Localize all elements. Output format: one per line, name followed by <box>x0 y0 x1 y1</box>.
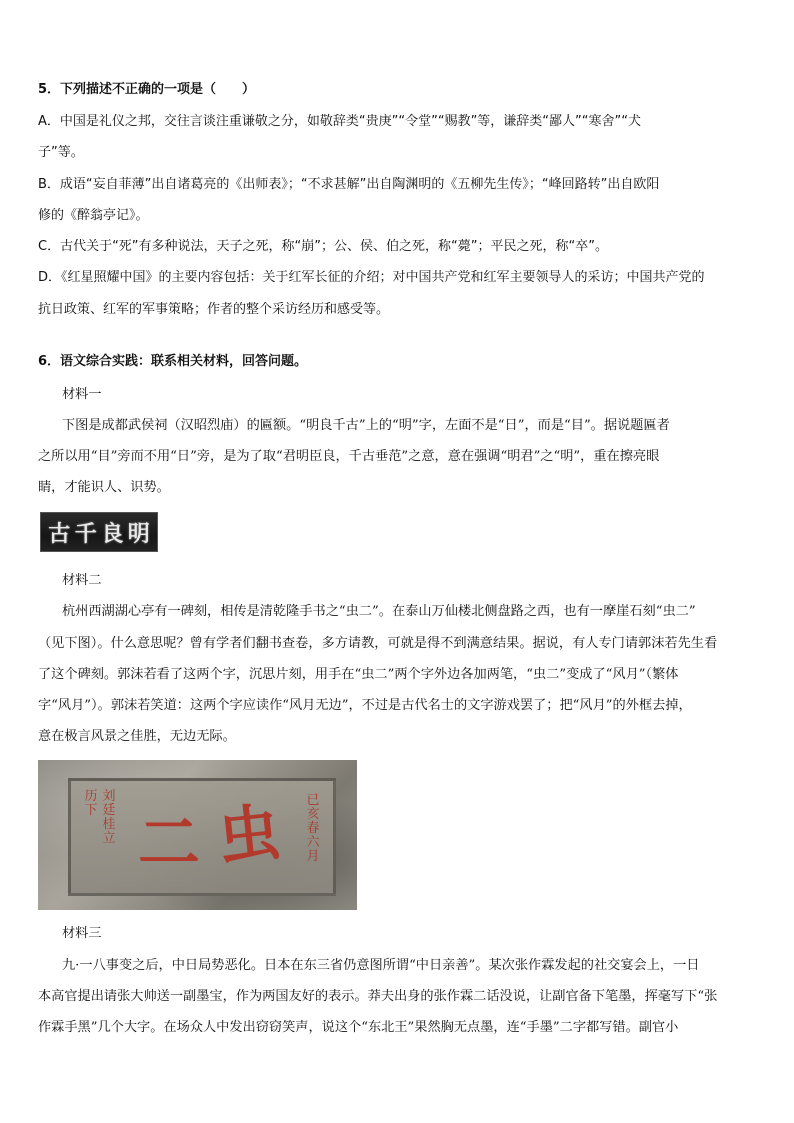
material-2-line-1: 杭州西湖湖心亭有一碑刻，相传是清乾隆手书之“虫二”。在泰山万仙楼北侧盘路之西，也有一摩崖石刻“虫二” <box>62 604 696 619</box>
material-1-line-3: 睛，才能识人、识势。 <box>38 480 170 495</box>
carving-right-column: 已亥春六月 <box>306 793 320 864</box>
material-2-line-5: 意在极言风景之佳胜，无边无际。 <box>38 729 236 744</box>
material-3-line-2: 本高官提出请张大帅送一副墨宝，作为两国友好的表示。莽夫出身的张作霖二话没说，让副官备下笔墨，挥毫写下“张 <box>38 989 718 1004</box>
carving-left-column-2: 刘廷桂立 <box>102 789 116 846</box>
q5-option-d-line-2: 抗日政策、红军的军事策略；作者的整个采访经历和感受等。 <box>38 302 390 317</box>
q5-option-c-line-1: C．古代关于“死”有多种说法，天子之死，称“崩”；公、侯、伯之死，称“薨”；平民之死，称“卒”。 <box>38 239 608 254</box>
material-2-line-3: 了这个碑刻。郭沫若看了这两个字，沉思片刻，用手在“虫二”两个字外边各加两笔，“虫二”变成了“风月”（繁体 <box>38 667 679 682</box>
mingliang-qiangu-plaque-image <box>40 512 158 552</box>
material-3-line-1: 九·一八事变之后，中日局势恶化。日本在东三省仍意图所谓“中日亲善”。某次张作霖发起的社交宴会上，一日 <box>62 958 700 973</box>
question-6-title: 6．语文综合实践：联系相关材料，回答问题。 <box>38 354 308 369</box>
carving-left-column-1: 历下 <box>84 789 98 818</box>
q5-option-a-line-2: 子”等。 <box>38 145 84 160</box>
material-2-line-4: 字“风月”）。郭沫若笑道：这两个字应读作“风月无边”，不过是古代名士的文字游戏罢了；把“风月”的外框去掉， <box>38 698 692 713</box>
material-2-line-2: （见下图）。什么意思呢？曾有学者们翻书查卷，多方请教，可就是得不到满意结果。据说，有人专门请郭沫若先生看 <box>38 636 718 651</box>
material-1-line-1: 下图是成都武侯祠（汉昭烈庙）的匾额。“明良千古”上的“明”字，左面不是“日”，而是“目”。据说题匾者 <box>62 418 670 433</box>
question-5-title: 5．下列描述不正确的一项是（ ） <box>38 82 256 97</box>
plaque-char: 千 <box>74 520 97 547</box>
q5-option-b-line-1: B．成语“妄自菲薄”出自诸葛亮的《出师表》；“不求甚解”出自陶渊明的《五柳先生传》；“峰回路转”出自欧阳 <box>38 177 660 192</box>
material-3-label: 材料三 <box>62 926 102 941</box>
material-3-line-3: 作霖手黑”几个大字。在场众人中发出窃窃笑声，说这个“东北王”果然胸无点墨，连“手墨”二字都写错。副官小 <box>38 1020 679 1035</box>
carving-char-chong: 虫 <box>214 794 284 875</box>
plaque-char: 良 <box>101 520 124 547</box>
material-1-label: 材料一 <box>62 387 102 402</box>
q5-option-d-line-1: D．《红星照耀中国》的主要内容包括：关于红军长征的介绍；对中国共产党和红军主要领导人的采访；中国共产党的 <box>38 270 705 285</box>
plaque-char: 明 <box>127 520 150 547</box>
chong-er-stone-carving-image <box>38 760 357 910</box>
plaque-char: 古 <box>48 520 71 547</box>
carving-char-er: 二 <box>138 806 201 879</box>
material-2-label: 材料二 <box>62 573 102 588</box>
material-1-line-2: 之所以用“目”旁而不用“日”旁，是为了取“君明臣良，千古垂范”之意，意在强调“明君”之“明”，重在擦亮眼 <box>38 449 660 464</box>
q5-option-a-line-1: A．中国是礼仪之邦，交往言谈注重谦敬之分，如敬辞类“贵庚”“令堂”“赐教”等，谦辞类“鄙人”“寒舍”“犬 <box>38 114 641 129</box>
q5-option-b-line-2: 修的《醉翁亭记》。 <box>38 208 149 223</box>
